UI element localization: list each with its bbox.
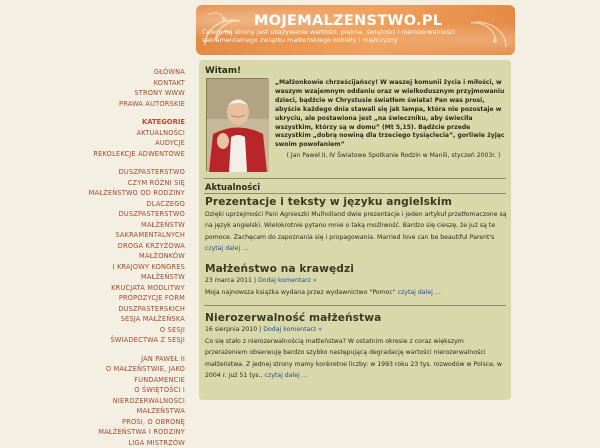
add-comment-link[interactable]: Dodaj komentarz » xyxy=(263,326,322,333)
sidebar-spacer xyxy=(0,109,185,117)
sidebar-link[interactable]: GŁÓWNA xyxy=(0,67,185,78)
sidebar-link[interactable]: DUSZPASTERSTWO xyxy=(0,209,185,220)
sidebar-link[interactable]: AUDYCJE xyxy=(0,138,185,149)
welcome-quote: „Małżonkowie chrześcijańscy! W waszej komunii życia i miłości, w waszym wzajemnym oddaniu oraz w wielkodusznym przyjmowaniu dzieci, bądźcie w Chrystusie światłem świata! Pan was prosi, abyście każdego dnia stawali się jak lampa, która nie pozostaje w ukryciu, ale postawiona jest „na świeczniku, aby świeciła wszystkim, którzy są w domu” (Mt 5,15). Bądźcie przede wszystkim „dobrą nowiną dla trzeciego tysiąclecia”, gorliwie żyjąc swoim powołaniem” xyxy=(275,79,505,150)
pope-portrait-image xyxy=(206,78,268,171)
sidebar-link[interactable]: AKTUALNOŚCI xyxy=(0,128,185,139)
sidebar-link[interactable]: DUSZPASTERSTWO xyxy=(0,167,185,178)
sidebar-link[interactable]: MAŁŻEŃSTWA I RODZINY xyxy=(0,427,185,438)
sidebar-link[interactable]: MAŁŻONKÓW xyxy=(0,251,185,262)
sidebar-link[interactable]: DUSZPASTERSKICH xyxy=(0,304,185,315)
post-excerpt xyxy=(205,209,507,255)
post-date: 23 marca 2011 xyxy=(205,277,252,284)
section-divider xyxy=(204,178,506,179)
post-body-text: Dzięki uprzejmości Pani Agnieszki Mulholland dwie prezentacje i jeden artykuł przetłomaczone są na język angielski. Wielokrotnie pytano mnie o taką możliwość. Bardzo się cieszę, że już są te pomoce. Zachęcam do zapoznania się i propagowania. Married love can be beautiful Parent's xyxy=(205,211,507,241)
news-heading: Aktualności xyxy=(205,182,260,192)
sidebar-link[interactable]: LIGA MISTRZÓW xyxy=(0,438,185,448)
sidebar-link[interactable]: O ŚWIĘTOŚCI I xyxy=(0,385,185,396)
sidebar-link[interactable]: SESJA MAŁŻEŃSKA xyxy=(0,314,185,325)
site-title[interactable]: MOJEMALZENSTWO.PL xyxy=(254,13,442,29)
post-meta: 16 sierpnia 2010 | Dodaj komentarz » xyxy=(205,326,322,333)
main-content xyxy=(199,60,511,400)
site-tagline: Celem tej strony jest ukazywanie wartości, piękna, świętości i nierozerwalności sakramentalnego związku małżeńskiego kobiety i mężczyzny xyxy=(202,29,507,45)
post-excerpt xyxy=(205,336,507,382)
sidebar-link[interactable]: ŚWIADECTWA Z SESJI xyxy=(0,335,185,346)
sidebar-link[interactable]: KRUCJATA MODLITWY xyxy=(0,283,185,294)
sidebar-link[interactable]: I KRAJOWY KONGRES xyxy=(0,262,185,273)
sidebar-link[interactable]: PROSI, O OBRONĘ xyxy=(0,417,185,428)
sidebar-link[interactable]: STRONY WWW xyxy=(0,88,185,99)
sidebar-link[interactable]: DLACZEGO xyxy=(0,199,185,210)
sidebar-link[interactable]: O MAŁŻEŃSTWIE, JAKO xyxy=(0,364,185,375)
read-more-link[interactable]: czytaj dalej … xyxy=(398,289,441,296)
sidebar-link[interactable]: JAN PAWEŁ II xyxy=(0,354,185,365)
add-comment-link[interactable]: Dodaj komentarz » xyxy=(258,277,317,284)
post-body-text: Co się stało z nierozerwalnością małżeństwa? W ostatnim okresie z coraz większym przerażeniem obserwuję bardzo szybko następującą degradację wartości nierozerwalności małżeństwa. Z jednej strony mamy konkretne liczby: w 1993 roku 23 tys. rozwodów w Polsce, w 2004 r. już 51 tys., xyxy=(205,338,502,379)
post-title[interactable]: Prezentacje i teksty w języku angielskim xyxy=(205,196,452,208)
post-title[interactable]: Nierozerwalność małżeństwa xyxy=(205,312,381,324)
sidebar-spacer xyxy=(0,159,185,167)
sidebar-link[interactable]: DROGA KRZYŻOWA xyxy=(0,241,185,252)
categories-heading: KATEGORIE xyxy=(0,117,185,128)
sidebar-link[interactable]: MAŁŻEŃSTW xyxy=(0,220,185,231)
sidebar-link[interactable]: FUNDAMENCIE xyxy=(0,375,185,386)
welcome-title: Witam! xyxy=(205,66,241,76)
post-title[interactable]: Małżeństwo na krawędzi xyxy=(205,263,354,275)
site-header xyxy=(196,5,515,55)
sidebar-link[interactable]: MAŁŻEŃSTW xyxy=(0,272,185,283)
sidebar-link[interactable]: PROPOZYCJE FORM xyxy=(0,293,185,304)
post-date: 16 sierpnia 2010 xyxy=(205,326,257,333)
sidebar-link[interactable]: MAŁŻEŃSTWA xyxy=(0,406,185,417)
sidebar-link[interactable]: MAŁŻEŃSTWO OD RODZINY xyxy=(0,188,185,199)
sidebar-link[interactable]: PRAWA AUTORSKIE xyxy=(0,99,185,110)
section-divider xyxy=(204,193,506,194)
post-meta: 23 marca 2011 | Dodaj komentarz » xyxy=(205,277,317,284)
sidebar-link[interactable]: CZYM RÓŻNI SIĘ xyxy=(0,178,185,189)
read-more-link[interactable]: czytaj dalej … xyxy=(205,245,248,252)
sidebar-spacer xyxy=(0,346,185,354)
section-divider xyxy=(204,305,506,306)
post-excerpt xyxy=(205,287,507,298)
sidebar-nav xyxy=(0,0,195,400)
sidebar-link[interactable]: SAKRAMENTALNYCH xyxy=(0,230,185,241)
sidebar-link[interactable]: REKOLEKCJE ADWENTOWE xyxy=(0,149,185,160)
sidebar-link[interactable]: NIEROZERWALNOŚCI xyxy=(0,396,185,407)
sidebar-link[interactable]: KONTAKT xyxy=(0,78,185,89)
post-body-text: Moja najnowsza książka wydana przez wydawnictwo "Pomoc" xyxy=(205,289,396,296)
sidebar-link[interactable]: O SESJI xyxy=(0,325,185,336)
read-more-link[interactable]: czytaj dalej … xyxy=(265,372,308,379)
quote-source: ( Jan Paweł II, IV Światowe Spotkanie Rodzin w Manili, styczeń 2003r. ) xyxy=(281,152,506,160)
